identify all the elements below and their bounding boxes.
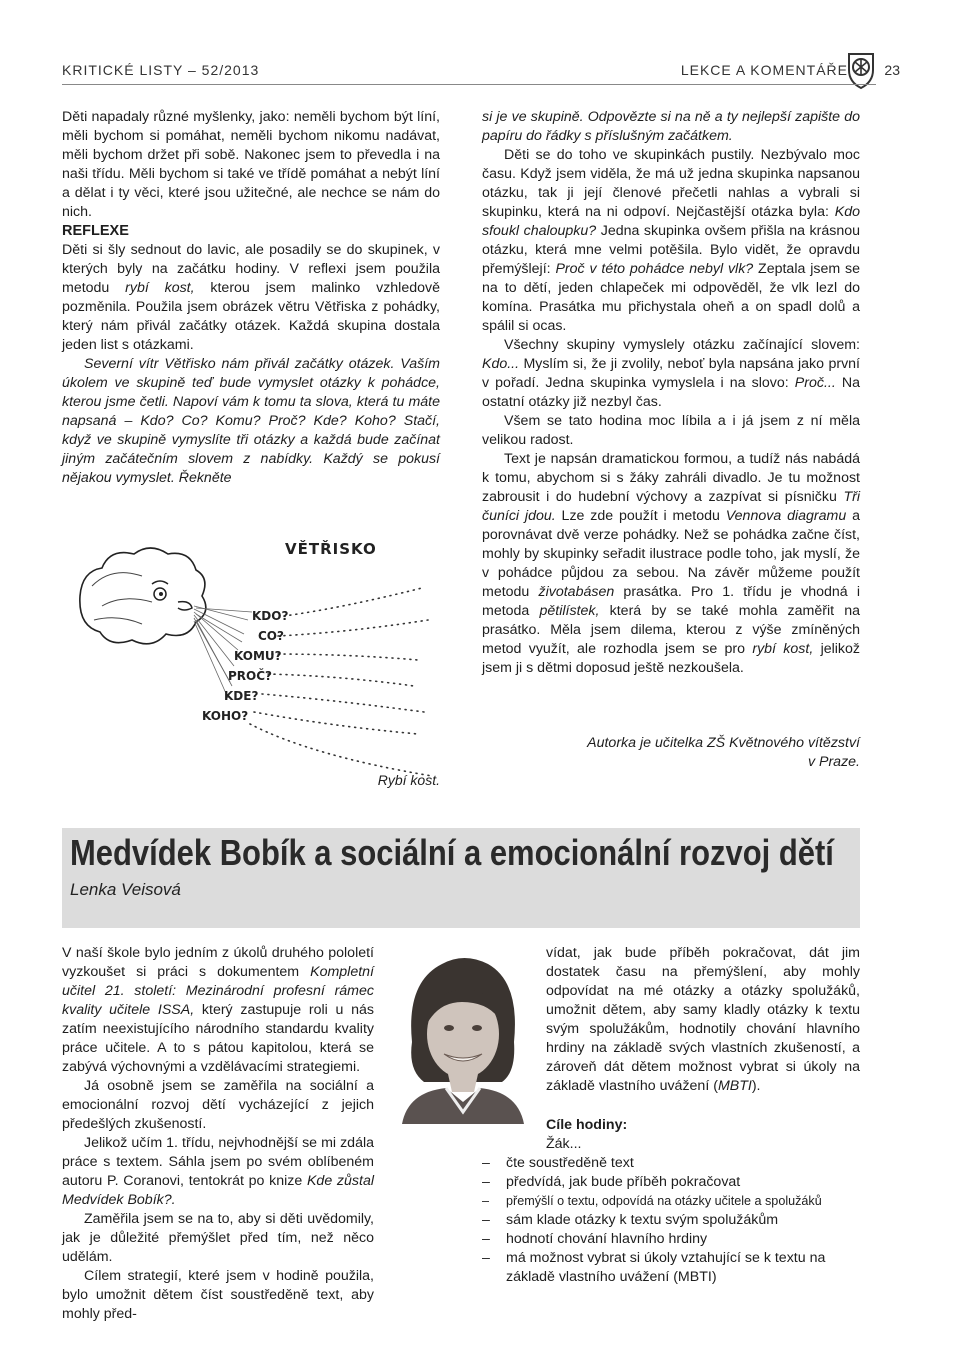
illustration-caption: Rybí kost. (377, 772, 440, 788)
illustration-title: VĚTŘISKO (285, 540, 377, 558)
paragraph: vídat, jak bude příběh pokračovat, dát jim dostatek času na přemýšlení, aby mohly odpovídat na mé otázky a otázky spolužáků, umožnit dětem, aby samy kladly otázky k textu svým spolužákům, hodnotily chování hlavního hrdiny na základě svých vlastních zkušeností, a zároveň dát dětem možnost vybrat si úkoly na základě vlastního uvážení (MBTI). (546, 945, 860, 1094)
wind-word: KOMU? (234, 649, 282, 663)
wind-word: KDO? (252, 609, 289, 623)
list-item: – přemýšlí o textu, odpovídá na otázky učitele a spolužáků (482, 1192, 862, 1211)
header-rule (62, 84, 876, 85)
paragraph: V naší škole bylo jedním z úkolů druhého pololetí vyzkoušet si práci s dokumentem Kompletní učitel 21. století: Mezinárodní profesní rámec kvality učitele ISSA, který zastupuje roli u nás zatím neexistujícího národního standardu kvality práce učitele. A to s pátou kapitolou, která se zabývá výchovnými a vzdělávacími strategiemi. (62, 945, 374, 1075)
paragraph: Děti napadaly různé myšlenky, jako: neměli bychom být líní, měli bychom si pomáhat, neměli bychom nikomu nadávat, měli bychom držet při sobě. Nakonec jsem to převedla i na naši třídu. Měli bychom si také ve třídě pomáhat a nebýt líní a dělat i ty věci, které jsou užitečné, ale nechce se nám do nich. (62, 109, 440, 220)
list-item: – hodnotí chování hlavního hrdiny (482, 1230, 862, 1249)
article-author: Lenka Veisová (70, 880, 181, 899)
paragraph: Děti si šly sednout do lavic, ale posadily se do skupinek, v kterých byly na začátku hodiny. V reflexi jsem použila metodu rybí kost, kterou jsem malinko vzhledově pozměnila. Použila jsem obrázek větru Větřiska z pohádky, který nám přivál začátky otázek. Každá skupina dostala jeden list s otázkami. (62, 242, 440, 353)
list-item: – sám klade otázky k textu svým spolužákům (482, 1211, 862, 1230)
page-number: 23 (884, 62, 900, 78)
list-item: – má možnost vybrat si úkoly vztahující se k textu na základě vlastního uvážení (MBTI) (482, 1249, 862, 1287)
right-column (482, 108, 860, 678)
paragraph: Všechny skupiny vymyslely otázku začínající slovem: Kdo... Myslím si, že ji zvolily, neboť byla napsána jako první v pořadí. Jedna skupinka vymyslela i na slovo: Proč... Na ostatní otázky již nezbyl čas. (482, 337, 860, 410)
journal-title: KRITICKÉ LISTY – 52/2013 (62, 62, 260, 78)
author-photo (392, 942, 534, 1124)
instruction-paragraph: si je ve skupině. Odpovězte si na ně a ty nejlepší zapište do papíru do řádky s příslušným začátkem. (482, 109, 860, 144)
wind-word: CO? (258, 629, 284, 643)
goals-list (482, 1154, 862, 1287)
paragraph: Cílem strategií, které jsem v hodině použila, bylo umožnit dětem číst soustředěně text, aby mohly před- (62, 1268, 374, 1322)
section-title: LEKCE A KOMENTÁŘE (680, 62, 848, 78)
goals-title: Cíle hodiny: (546, 1117, 628, 1133)
article-column-left (62, 944, 374, 1324)
page-header (62, 56, 900, 86)
instruction-paragraph: Severní vítr Větřisko nám přivál začátky otázek. Vaším úkolem ve skupině teď bude vymyslet otázky k pohádce, kterou jsme četli. Napoví vám k tomu ta slova, která tu máte napsaná – Kdo? Co? Komu? Proč? Kde? Koho? Stačí, když ve skupině vymyslíte tři otázky a každá bude začínat jiným začátečním slovem z nabídky. Každý se pokusí nějakou vymyslet. Řekněte (62, 356, 440, 486)
list-item: – předvídá, jak bude příběh pokračovat (482, 1173, 862, 1192)
lesson-goals (482, 1116, 862, 1287)
paragraph: Text je napsán dramatickou formou, a tudíž nás nabádá k tomu, abychom si s žáky zahráli divadlo. Je tu možnost zabrousit i do hudební výchovy a zazpívat si písničku Tři čuníci jdou. Lze zde použít i metodu Vennova diagramu a porovnávat dvě verze pohádky. Než se pohádka začne číst, mohly by skupinky seřadit ilustrace podle toho, jak myslí, že v pohádce půjdou za sebou. Na závěr můžeme použít metodu životabásen prasátka. Pro 1. třídu je vhodná i metoda pětilístek, která by se také mohla zaměřit na prasátko. Měla jsem dilema, kterou z výše zmíněných metod využít, ale rozhodla jsem se pro rybí kost, jelikož jsem ji s dětmi doposud ještě nezkoušela. (482, 451, 860, 676)
paragraph: Já osobně jsem se zaměřila na sociální a emocionální rozvoj dětí vycházející z jejich předešlých zkušeností. (62, 1078, 374, 1132)
article-title: Medvídek Bobík a sociální a emocionální rozvoj dětí (70, 832, 834, 873)
paragraph: Všem se tato hodina moc líbila a i já jsem z ní měla velikou radost. (482, 413, 860, 448)
left-column (62, 108, 440, 488)
paragraph: Jelikož učím 1. třídu, nejvhodnější se mi zdála práce s textem. Sáhla jsem po svém oblíbeném autoru P. Coranovi, tentokrát po knize Kde zůstal Medvídek Bobík?. (62, 1135, 374, 1208)
wind-word: PROČ? (228, 669, 273, 683)
section-subhead: REFLEXE (62, 223, 129, 239)
wind-word: KDE? (224, 689, 259, 703)
wind-word: KOHO? (202, 709, 249, 723)
article-column-right (546, 944, 860, 1096)
goals-subject: Žák... (546, 1136, 582, 1152)
paragraph: Děti se do toho ve skupinkách pustily. Nezbývalo moc času. Když jsem viděla, že má už jedna skupinka napsanou otázku, tak ji její členové přečetli nahlas a vybrali si skupinku, která na ni odpoví. Nejčastější otázka byla: Kdo sfoukl chaloupku? Jedna skupinka ovšem přišla na krásnou otázku, která mne velmi potěšila. Bylo vidět, že opravdu přemýšlejí: Proč v této pohádce nebyl vlk? Zeptala jsem se na to dětí, jeden chlapeček mi odpověděl, že vlk lezl do komína. Prasátka mu přichystala oheň a on spadl dolů a spálil si ocas. (482, 147, 861, 334)
list-item: – čte soustředěně text (482, 1154, 862, 1173)
wind-illustration (72, 536, 442, 788)
author-note: Autorka je učitelka ZŠ Květnového vítězství v Praze. (587, 735, 860, 770)
paragraph: Zaměřila jsem se na to, aby si děti uvědomily, jak je důležité přemýšlet před tím, než něco udělám. (62, 1211, 374, 1265)
